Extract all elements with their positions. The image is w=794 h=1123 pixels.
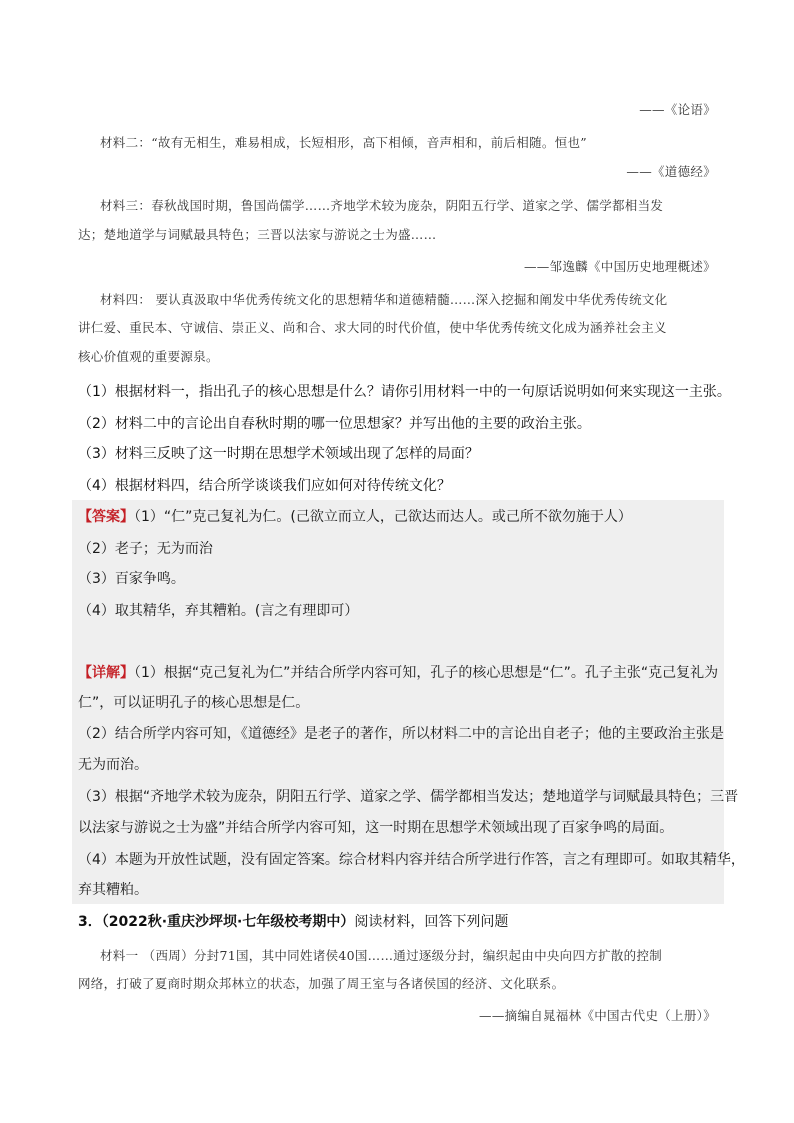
detail-2-line1: （2）结合所学内容可知，《道德经》是老子的著作，所以材料二中的言论出自老子；他的主要政治主张是 — [78, 726, 724, 742]
question-4: （4）根据材料四，结合所学谈谈我们应如何对待传统文化？ — [78, 478, 451, 494]
material-four-line3: 核心价值观的重要源泉。 — [78, 349, 219, 364]
question-1: （1）根据材料一，指出孔子的核心思想是什么？请你引用材料一中的一句原话说明如何来实现这一主张。 — [78, 384, 731, 400]
material-four-line2: 讲仁爱、重民本、守诚信、崇正义、尚和合、求大同的时代价值，使中华优秀传统文化成为涵养社会主义 — [78, 320, 667, 335]
detail-tag: 【详解】 — [78, 665, 134, 681]
question-3: （3）材料三反映了这一时期在思想学术领域出现了怎样的局面？ — [78, 446, 479, 462]
detail-1-line2: 仁”，可以证明孔子的核心思想是仁。 — [78, 695, 310, 711]
material-three-line1: 材料三：春秋战国时期，鲁国尚儒学……齐地学术较为庞杂，阴阳五行学、道家之学、儒学都相当发 — [100, 198, 664, 213]
detail-2-line2: 无为而治。 — [78, 757, 148, 773]
question-3-prompt: 阅读材料，回答下列问题 — [354, 914, 509, 930]
detail-3-line1: （3）根据“齐地学术较为庞杂，阴阳五行学、道家之学、儒学都相当发达；楚地道学与词赋最具特色；三晋 — [78, 789, 739, 805]
material-two: 材料二：“故有无相生，难易相成，长短相形，高下相倾，音声相和，前后相随。恒也” — [100, 135, 587, 150]
source-lunyu: ——《论语》 — [639, 102, 716, 117]
question-3-header — [78, 912, 508, 932]
answer-4: （4）取其精华，弃其糟粕。(言之有理即可） — [78, 603, 359, 619]
q3-material-one-line2: 网络，打破了夏商时期众邦林立的状态，加强了周王室与各诸侯国的经济、文化联系。 — [78, 976, 565, 991]
detail-4-line2: 弃其糟粕。 — [78, 882, 148, 898]
answer-3: （3）百家争鸣。 — [78, 571, 185, 587]
detail-4-line1: （4）本题为开放性试题，没有固定答案。综合材料内容并结合所学进行作答，言之有理即可。如取其精华， — [78, 852, 745, 868]
detail-3-line2: 以法家与游说之士为盛”并结合所学内容可知，这一时期在思想学术领域出现了百家争鸣的局面。 — [78, 820, 674, 836]
question-2: （2）材料二中的言论出自春秋时期的哪一位思想家？并写出他的主要的政治主张。 — [78, 416, 591, 432]
detail-line-1 — [78, 663, 718, 683]
answer-tag: 【答案】 — [78, 509, 134, 525]
answer-line-1 — [78, 507, 632, 527]
material-three-line2: 达；楚地道学与词赋最具特色；三晋以法家与游说之士为盛…… — [78, 227, 437, 242]
source-bai: ——摘编自晁福林《中国古代史（上册）》 — [479, 1008, 716, 1023]
answer-1: （1）“仁”克己复礼为仁。(己欲立而立人，己欲达而达人。或己所不欲勿施于人） — [134, 509, 632, 525]
question-3-source: （2022秋·重庆沙坪坝·七年级校考期中） — [101, 914, 355, 930]
detail-1-line1: （1）根据“克己复礼为仁”并结合所学内容可知，孔子的核心思想是“仁”。孔子主张“克己复礼为 — [134, 665, 719, 681]
source-daodejing: ——《道德经》 — [626, 164, 716, 179]
question-3-number: 3． — [78, 914, 102, 930]
material-four-line1: 材料四： 要认真汲取中华优秀传统文化的思想精华和道德精髓……深入挖掘和阐发中华优秀传统文化 — [100, 292, 668, 307]
source-zou: ——邹逸麟《中国历史地理概述》 — [523, 259, 716, 274]
answer-2: （2）老子；无为而治 — [78, 541, 213, 557]
q3-material-one-line1: 材料一 （西周）分封71国，其中同姓诸侯40国……通过逐级分封，编织起由中央向四方扩散的控制 — [100, 948, 663, 963]
